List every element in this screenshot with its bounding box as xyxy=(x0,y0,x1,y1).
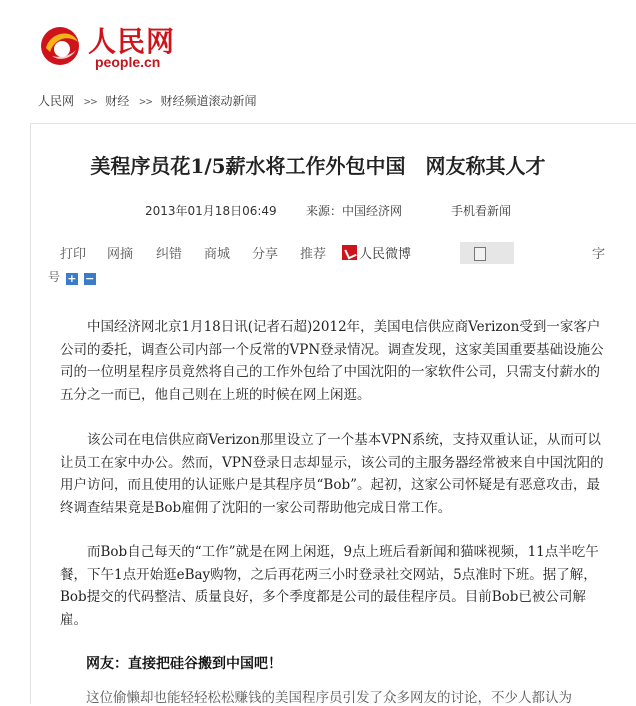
breadcrumb-link-finance-news[interactable]: 财经频道滚动新闻 xyxy=(160,94,257,108)
font-decrease-button[interactable]: − xyxy=(85,272,95,285)
document-icon xyxy=(474,247,486,261)
breadcrumb-separator: >> xyxy=(139,95,153,108)
print-button[interactable]: 打印 xyxy=(60,247,87,262)
site-logo[interactable] xyxy=(38,20,178,74)
article-paragraph-2: 该公司在电信供应商Verizon那里设立了一个基本VPN系统，支持双重认证，从而可以让员工在家中办公。然而，VPN登录日志却显示，该公司的主服务器经常被来自中国沈阳的用户访问，而且使用的认证账户是其程序员“Bob”。起初，这家公司怀疑是有恶意攻击，最终调查结果竟是Bob雇佣了沈阳的一家公司帮助他完成日常工作。 xyxy=(60,432,604,516)
breadcrumb xyxy=(38,92,257,109)
people-logo-icon xyxy=(38,22,84,68)
site-brand: 人民网 xyxy=(88,25,176,58)
font-size-label-part2: 号 xyxy=(48,270,61,284)
share-widget-box[interactable] xyxy=(460,242,514,264)
breadcrumb-link-home[interactable]: 人民网 xyxy=(38,94,75,108)
article-paragraph-3: 而Bob自己每天的“工作”就是在网上闲逛，9点上班后看新闻和猫咪视频，11点半吃午餐，下午1点开始逛eBay购物，之后再花两三小时登录社交网站，5点准时下班。据了解，Bob提交的代码整洁、质量良好，多个季度都是公司的最佳程序员。目前Bob已被公司解雇。 xyxy=(60,544,599,628)
article-source: 来源：中国经济网 xyxy=(306,204,403,218)
mobile-news-link[interactable]: 手机看新闻 xyxy=(451,204,512,218)
article-paragraph-4-partial: 这位偷懒却也能轻轻松松赚钱的美国程序员引发了众多网友的讨论，不少人都认为 xyxy=(86,690,572,706)
article-subhead: 网友：直接把硅谷搬到中国吧！ xyxy=(86,656,282,672)
weibo-label: 人民微博 xyxy=(359,247,412,262)
correction-button[interactable]: 纠错 xyxy=(156,247,183,262)
publish-date: 2013年01月18日06:49 xyxy=(145,204,277,218)
article-title: 美程序员花1/5薪水将工作外包中国 网友称其人才 xyxy=(90,154,546,178)
breadcrumb-link-finance[interactable]: 财经 xyxy=(105,94,130,108)
font-size-label-part1: 字 xyxy=(592,247,606,262)
weibo-share-button[interactable] xyxy=(342,243,411,262)
font-increase-button[interactable]: + xyxy=(67,272,77,285)
people-weibo-icon xyxy=(342,245,357,260)
site-domain: people.cn xyxy=(95,54,161,70)
article-paragraph-1: 中国经济网北京1月18日讯(记者石超)2012年，美国电信供应商Verizon受到一家客户公司的委托，调查公司内部一个反常的VPN登录情况。调查发现，这家美国重要基础设施公司的一位明星程序员竟然将自己的工作外包给了中国沈阳的一家软件公司，只需支付薪水的五分之一而已，他自己则在上班的时候在网上闲逛。 xyxy=(60,319,604,403)
breadcrumb-separator: >> xyxy=(84,95,98,108)
recommend-button[interactable]: 推荐 xyxy=(300,247,327,262)
net-extract-button[interactable]: 网摘 xyxy=(107,247,134,262)
mall-button[interactable]: 商城 xyxy=(204,247,231,262)
share-button[interactable]: 分享 xyxy=(252,247,279,262)
font-size-control xyxy=(48,268,96,285)
